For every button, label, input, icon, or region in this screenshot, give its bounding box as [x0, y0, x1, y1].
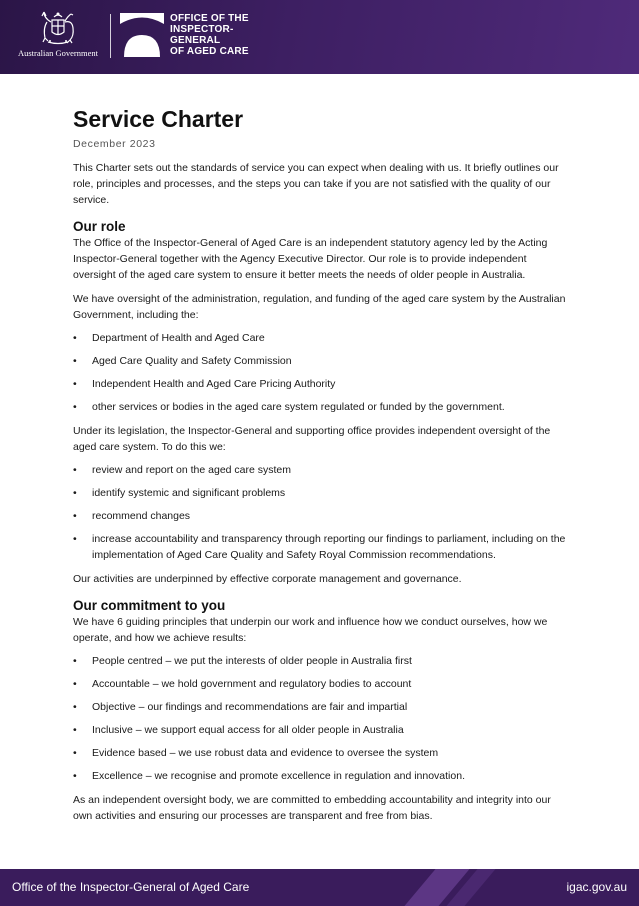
australian-government-logo[interactable] — [14, 10, 102, 60]
list-item-text: Independent Health and Aged Care Pricing Authority — [92, 378, 336, 390]
principles-list — [73, 653, 569, 784]
oversight-paragraph: We have oversight of the administration, regulation, and funding of the aged care system by the Australian Government, including the: — [73, 293, 566, 321]
page-footer — [0, 869, 639, 906]
bullet: • — [73, 770, 77, 782]
list-item-text: identify systemic and significant problems — [92, 487, 286, 499]
bullet: • — [73, 533, 77, 545]
org-name-line: OF AGED CARE — [170, 46, 249, 57]
list-item-text: increase accountability and transparency through reporting our findings to parliament, including on the implementation of Aged Care Quality and Safety Royal Commission recommendations. — [92, 533, 566, 561]
org-name-line: OFFICE OF THE — [170, 13, 249, 24]
list-item-text: Evidence based – we use robust data and evidence to oversee the system — [92, 747, 439, 759]
list-item-text: Department of Health and Aged Care — [92, 332, 265, 344]
bullet: • — [73, 487, 77, 499]
list-item — [73, 768, 569, 784]
list-item-text: Aged Care Quality and Safety Commission — [92, 355, 292, 367]
list-item-text: recommend changes — [92, 510, 191, 522]
list-item — [73, 330, 569, 346]
list-item-text: Accountable – we hold government and regulatory bodies to account — [92, 678, 412, 690]
bullet: • — [73, 724, 77, 736]
header-divider — [110, 14, 111, 58]
list-item-text: review and report on the aged care system — [92, 464, 292, 476]
commitment-heading: Our commitment to you — [73, 598, 226, 613]
list-item — [73, 676, 569, 692]
list-item-text: other services or bodies in the aged care system regulated or funded by the government. — [92, 401, 505, 413]
bullet: • — [73, 701, 77, 713]
bullet: • — [73, 678, 77, 690]
list-item — [73, 353, 569, 369]
list-item-text: Objective – our findings and recommendations are fair and impartial — [92, 701, 408, 713]
list-item — [73, 376, 569, 392]
list-item — [73, 508, 569, 524]
bullet: • — [73, 332, 77, 344]
bullet: • — [73, 464, 77, 476]
page-header — [0, 0, 639, 74]
coat-of-arms-icon — [38, 10, 78, 46]
bullet: • — [73, 747, 77, 759]
role-paragraph: The Office of the Inspector-General of Aged Care is an independent statutory agency led by the Acting Inspector-General together with the Agency Executive Director. Our role is to provide independent oversight of the aged care system to ensure it better meets the needs of older people in Australia. — [73, 237, 548, 281]
list-item-text: Excellence – we recognise and promote excellence in regulation and innovation. — [92, 770, 465, 782]
principles-intro-paragraph: We have 6 guiding principles that underpin our work and influence how we conduct ourselves, how we operate, and how we achieve results: — [73, 616, 548, 644]
page-title: Service Charter — [73, 106, 244, 132]
bullet: • — [73, 401, 77, 413]
legislation-paragraph: Under its legislation, the Inspector-General and supporting office provides independent oversight of the aged care system. To do this we: — [73, 425, 551, 453]
list-item — [73, 531, 569, 563]
list-item — [73, 462, 569, 478]
activities-paragraph: Our activities are underpinned by effective corporate management and governance. — [73, 573, 462, 585]
org-name-line: INSPECTOR- — [170, 24, 234, 35]
list-item — [73, 745, 569, 761]
list-item — [73, 722, 569, 738]
bullet: • — [73, 378, 77, 390]
actions-list — [73, 462, 569, 563]
bullet: • — [73, 510, 77, 522]
government-label: Australian Government — [17, 48, 99, 58]
bullet: • — [73, 355, 77, 367]
intro-paragraph: This Charter sets out the standards of service you can expect when dealing with us. It briefly outlines our role, principles and processes, and the steps you can take if you are not satisfied with the quality of our service. — [73, 162, 559, 206]
publish-date: December 2023 — [73, 138, 156, 150]
our-role-heading: Our role — [73, 219, 126, 234]
document-body — [73, 104, 569, 824]
org-name-line: GENERAL — [170, 35, 221, 46]
footer-website-link[interactable]: igac.gov.au — [566, 880, 627, 894]
oversight-list — [73, 330, 569, 415]
list-item-text: People centred – we put the interests of older people in Australia first — [92, 655, 412, 667]
org-name-wordmark — [170, 13, 249, 57]
footer-org-name: Office of the Inspector-General of Aged Care — [12, 880, 250, 894]
list-item — [73, 653, 569, 669]
integrity-paragraph: As an independent oversight body, we are committed to embedding accountability and integrity into our own activities and ensuring our processes are transparent and free from bias. — [73, 794, 551, 822]
bullet: • — [73, 655, 77, 667]
list-item — [73, 699, 569, 715]
igac-logo-icon[interactable] — [120, 13, 164, 57]
list-item — [73, 399, 569, 415]
list-item — [73, 485, 569, 501]
list-item-text: Inclusive – we support equal access for all older people in Australia — [92, 724, 404, 736]
